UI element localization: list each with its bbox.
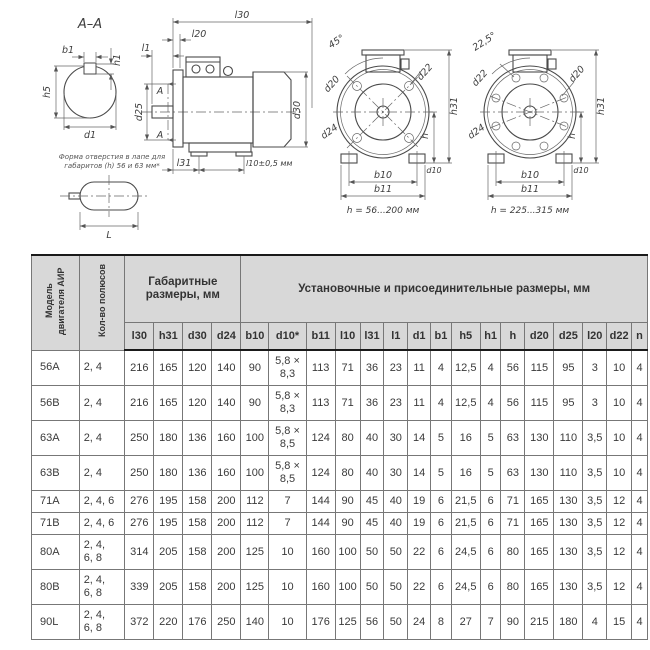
dim-cell-l1: 30	[384, 456, 408, 491]
dim-header-d24: d24	[212, 323, 241, 351]
dim-header-b10: b10	[241, 323, 269, 351]
dim-cell-d20: 130	[525, 456, 554, 491]
dim-cell-d30: 136	[183, 421, 212, 456]
dim-header-n: n	[632, 323, 648, 351]
dim-header-l1: l1	[384, 323, 408, 351]
dim-cell-d25: 130	[554, 535, 583, 570]
dim-cell-l10: 90	[335, 491, 360, 513]
dim-cell-l30: 339	[125, 570, 154, 605]
foot-note-line1: Форма отверстия в лапе для	[58, 153, 166, 161]
dim-cell-d1: 11	[408, 386, 431, 421]
dim-header-row	[32, 323, 648, 351]
dim-cell-b11: 113	[306, 350, 335, 386]
poles-cell: 2, 4, 6	[79, 491, 125, 513]
label-h31-v2: h31	[596, 96, 607, 116]
dim-cell-l31: 36	[360, 386, 384, 421]
group-header-mounting: Установочные и присоединительные размеры, мм	[241, 255, 648, 323]
table-row-71A	[32, 491, 648, 513]
dim-cell-l10: 125	[335, 605, 360, 640]
dim-cell-b1: 5	[431, 421, 452, 456]
shaft-section-view	[42, 17, 123, 141]
dim-cell-d25: 130	[554, 570, 583, 605]
caption-large-frames: h = 225...315 мм	[490, 206, 570, 216]
dim-cell-n: 4	[632, 456, 648, 491]
dim-cell-l31: 40	[360, 421, 384, 456]
model-cell: 63A	[32, 421, 80, 456]
poles-cell: 2, 4	[79, 386, 125, 421]
dim-cell-b10: 125	[241, 535, 269, 570]
dim-cell-b10: 100	[241, 421, 269, 456]
dim-cell-d24: 160	[212, 456, 241, 491]
dim-cell-b1: 4	[431, 386, 452, 421]
dim-cell-l31: 40	[360, 456, 384, 491]
table-row-80A	[32, 535, 648, 570]
label-h-v1: h	[420, 132, 431, 140]
label-d10-v1: d10	[426, 166, 442, 175]
dim-cell-b11: 124	[306, 456, 335, 491]
dim-header-l20: l20	[583, 323, 607, 351]
dim-cell-h5: 12,5	[451, 386, 480, 421]
dim-cell-d25: 130	[554, 513, 583, 535]
dim-cell-b11: 144	[306, 491, 335, 513]
table-row-71B	[32, 513, 648, 535]
label-l1: l1	[141, 43, 151, 54]
dim-header-b11: b11	[306, 323, 335, 351]
label-d20-v2: d20	[566, 63, 588, 85]
dim-header-d30: d30	[183, 323, 212, 351]
dim-cell-l10: 90	[335, 513, 360, 535]
dim-cell-d1: 24	[408, 605, 431, 640]
dim-cell-h31: 180	[154, 456, 183, 491]
table-row-63A	[32, 421, 648, 456]
label-d10-v2: d10	[573, 166, 589, 175]
dim-cell-h5: 24,5	[451, 570, 480, 605]
dim-header-d22: d22	[607, 323, 632, 351]
dim-cell-l20: 3,5	[583, 456, 607, 491]
dim-cell-n: 4	[632, 570, 648, 605]
dim-cell-d30: 136	[183, 456, 212, 491]
dim-cell-d1: 22	[408, 535, 431, 570]
dim-cell-l10: 71	[335, 386, 360, 421]
dim-cell-h1: 6	[480, 570, 501, 605]
dim-cell-d20: 115	[525, 386, 554, 421]
dim-cell-l20: 3,5	[583, 513, 607, 535]
label-h-v2: h	[567, 132, 578, 140]
dim-cell-d10: 5,8 × 8,3	[269, 350, 306, 386]
dim-cell-b10: 140	[241, 605, 269, 640]
dim-cell-l31: 56	[360, 605, 384, 640]
dim-cell-d10: 10	[269, 605, 306, 640]
dim-cell-d24: 140	[212, 350, 241, 386]
label-b11-v2: b11	[520, 184, 540, 195]
dim-cell-d10: 10	[269, 535, 306, 570]
dim-cell-d24: 200	[212, 491, 241, 513]
dim-header-l31: l31	[360, 323, 384, 351]
poles-cell: 2, 4	[79, 421, 125, 456]
model-cell: 63B	[32, 456, 80, 491]
dim-cell-l31: 50	[360, 570, 384, 605]
dim-header-b1: b1	[431, 323, 452, 351]
col-header-poles	[79, 255, 125, 350]
dim-cell-l1: 40	[384, 513, 408, 535]
dim-cell-l30: 250	[125, 456, 154, 491]
dim-cell-b10: 90	[241, 386, 269, 421]
dim-cell-l20: 3,5	[583, 535, 607, 570]
dim-cell-h1: 6	[480, 513, 501, 535]
dim-cell-b1: 6	[431, 491, 452, 513]
dim-header-l10: l10	[335, 323, 360, 351]
model-cell: 71A	[32, 491, 80, 513]
dim-cell-d22: 12	[607, 535, 632, 570]
dim-cell-d20: 215	[525, 605, 554, 640]
dim-cell-n: 4	[632, 386, 648, 421]
label-d25: d25	[134, 102, 145, 122]
dim-cell-d30: 176	[183, 605, 212, 640]
dim-cell-d24: 160	[212, 421, 241, 456]
label-l10: l10±0,5 мм	[246, 159, 293, 168]
dim-cell-l30: 372	[125, 605, 154, 640]
dim-cell-b10: 100	[241, 456, 269, 491]
dim-cell-h1: 4	[480, 386, 501, 421]
dim-cell-h1: 7	[480, 605, 501, 640]
poles-cell: 2, 4, 6, 8	[79, 605, 125, 640]
dim-cell-b10: 90	[241, 350, 269, 386]
dim-header-d1: d1	[408, 323, 431, 351]
poles-cell: 2, 4	[79, 350, 125, 386]
dim-cell-d1: 14	[408, 456, 431, 491]
dim-cell-l30: 250	[125, 421, 154, 456]
dim-cell-n: 4	[632, 421, 648, 456]
dim-cell-l30: 276	[125, 491, 154, 513]
label-h1: h1	[112, 53, 123, 67]
dim-cell-d20: 165	[525, 535, 554, 570]
label-b10-v1: b10	[373, 170, 393, 181]
label-section-a-top: А	[156, 86, 164, 97]
label-l31: l31	[176, 158, 192, 169]
dim-cell-l1: 50	[384, 535, 408, 570]
dim-cell-l31: 36	[360, 350, 384, 386]
dim-cell-h: 80	[501, 535, 525, 570]
dim-cell-d10: 5,8 × 8,3	[269, 386, 306, 421]
dim-cell-d30: 158	[183, 513, 212, 535]
dim-cell-l1: 50	[384, 570, 408, 605]
dim-cell-b11: 160	[306, 535, 335, 570]
section-title: А–А	[77, 17, 103, 32]
dim-cell-d30: 158	[183, 570, 212, 605]
dim-cell-h1: 6	[480, 535, 501, 570]
dim-cell-b10: 125	[241, 570, 269, 605]
group-header-overall: Габаритные размеры, мм	[125, 255, 241, 323]
dim-cell-h5: 21,5	[451, 491, 480, 513]
dim-cell-b11: 113	[306, 386, 335, 421]
dim-cell-l30: 216	[125, 350, 154, 386]
dim-cell-d20: 165	[525, 491, 554, 513]
label-d22-v2: d22	[469, 67, 491, 89]
label-d20-v1: d20	[321, 73, 343, 95]
dim-cell-l10: 71	[335, 350, 360, 386]
dim-cell-l10: 80	[335, 421, 360, 456]
dim-cell-d10: 10	[269, 570, 306, 605]
label-b10-v2: b10	[520, 170, 540, 181]
dim-cell-l30: 216	[125, 386, 154, 421]
dim-cell-d1: 11	[408, 350, 431, 386]
dim-cell-l1: 40	[384, 491, 408, 513]
dimensions-table	[31, 254, 648, 640]
dim-cell-l10: 100	[335, 570, 360, 605]
model-cell: 80B	[32, 570, 80, 605]
dim-header-d10: d10*	[269, 323, 306, 351]
dim-cell-d25: 110	[554, 456, 583, 491]
dim-cell-b1: 6	[431, 535, 452, 570]
dim-cell-d30: 120	[183, 350, 212, 386]
dim-cell-l31: 45	[360, 513, 384, 535]
dim-cell-d24: 250	[212, 605, 241, 640]
dim-cell-h: 63	[501, 456, 525, 491]
dim-cell-d25: 130	[554, 491, 583, 513]
dim-cell-l1: 23	[384, 350, 408, 386]
label-b1: b1	[61, 45, 75, 56]
dim-cell-l10: 100	[335, 535, 360, 570]
model-cell: 90L	[32, 605, 80, 640]
dim-cell-d22: 10	[607, 350, 632, 386]
dim-cell-d10: 7	[269, 491, 306, 513]
poles-cell: 2, 4, 6	[79, 513, 125, 535]
label-h5: h5	[42, 85, 53, 99]
col-header-model	[32, 255, 80, 350]
dim-cell-n: 4	[632, 513, 648, 535]
label-L: L	[106, 230, 112, 241]
dim-cell-h: 90	[501, 605, 525, 640]
dim-cell-h31: 205	[154, 535, 183, 570]
dim-cell-d10: 5,8 × 8,5	[269, 421, 306, 456]
dim-cell-d22: 10	[607, 386, 632, 421]
dim-cell-d20: 115	[525, 350, 554, 386]
dim-cell-h: 63	[501, 421, 525, 456]
dim-cell-h: 71	[501, 491, 525, 513]
dim-cell-d22: 12	[607, 491, 632, 513]
dim-cell-l10: 80	[335, 456, 360, 491]
dim-cell-h31: 180	[154, 421, 183, 456]
label-d1: d1	[83, 130, 97, 141]
front-view-small-frames	[319, 33, 460, 216]
dim-header-h31: h31	[154, 323, 183, 351]
model-cell: 71B	[32, 513, 80, 535]
dim-cell-d25: 180	[554, 605, 583, 640]
dim-header-d20: d20	[525, 323, 554, 351]
dim-cell-h31: 195	[154, 491, 183, 513]
dim-cell-l1: 50	[384, 605, 408, 640]
dim-cell-l31: 45	[360, 491, 384, 513]
dim-cell-n: 4	[632, 605, 648, 640]
dim-cell-d20: 165	[525, 513, 554, 535]
table-row-90L	[32, 605, 648, 640]
dim-cell-d24: 200	[212, 513, 241, 535]
dim-cell-d30: 120	[183, 386, 212, 421]
dim-cell-d30: 158	[183, 535, 212, 570]
dim-header-h1: h1	[480, 323, 501, 351]
dim-cell-b11: 144	[306, 513, 335, 535]
dim-cell-d1: 19	[408, 513, 431, 535]
table-row-56B	[32, 386, 648, 421]
dim-cell-h31: 195	[154, 513, 183, 535]
dim-cell-d20: 130	[525, 421, 554, 456]
col-header-model-text: Модель двигателя АИР	[44, 267, 67, 335]
model-cell: 56B	[32, 386, 80, 421]
label-section-a-bottom: А	[156, 130, 164, 141]
dim-cell-h31: 165	[154, 350, 183, 386]
dim-cell-h31: 205	[154, 570, 183, 605]
dim-cell-l31: 50	[360, 535, 384, 570]
dim-cell-h: 56	[501, 350, 525, 386]
technical-drawing	[0, 0, 650, 252]
front-view-large-frames	[466, 30, 607, 216]
label-l30: l30	[234, 10, 250, 21]
dim-cell-h5: 16	[451, 456, 480, 491]
dim-cell-d25: 110	[554, 421, 583, 456]
dim-cell-h1: 5	[480, 421, 501, 456]
dim-cell-d24: 200	[212, 570, 241, 605]
table-row-80B	[32, 570, 648, 605]
dim-cell-n: 4	[632, 535, 648, 570]
label-d22-v1: d22	[414, 61, 436, 83]
poles-cell: 2, 4, 6, 8	[79, 570, 125, 605]
dim-cell-d24: 140	[212, 386, 241, 421]
label-l20: l20	[191, 29, 207, 40]
table-row-63B	[32, 456, 648, 491]
dim-cell-h1: 4	[480, 350, 501, 386]
dim-cell-h5: 12,5	[451, 350, 480, 386]
dim-cell-l20: 3,5	[583, 491, 607, 513]
dim-cell-d22: 12	[607, 513, 632, 535]
table-row-56A	[32, 350, 648, 386]
dim-cell-l20: 3	[583, 386, 607, 421]
dim-cell-l20: 3,5	[583, 421, 607, 456]
label-b11-v1: b11	[373, 184, 393, 195]
label-d30: d30	[292, 100, 303, 120]
dim-cell-d20: 165	[525, 570, 554, 605]
dimensions-table-wrap	[31, 254, 650, 640]
motor-side-view	[134, 10, 312, 174]
dim-cell-h: 80	[501, 570, 525, 605]
table-body	[32, 350, 648, 640]
dim-cell-d22: 10	[607, 421, 632, 456]
dim-cell-d22: 12	[607, 570, 632, 605]
dim-cell-b1: 6	[431, 570, 452, 605]
dim-cell-l1: 30	[384, 421, 408, 456]
poles-cell: 2, 4	[79, 456, 125, 491]
dim-cell-n: 4	[632, 491, 648, 513]
dim-cell-b10: 112	[241, 513, 269, 535]
dim-cell-h1: 5	[480, 456, 501, 491]
dim-header-h5: h5	[451, 323, 480, 351]
dim-cell-n: 4	[632, 350, 648, 386]
dim-cell-h: 56	[501, 386, 525, 421]
dim-cell-d25: 95	[554, 386, 583, 421]
dim-cell-h31: 220	[154, 605, 183, 640]
dim-cell-d30: 158	[183, 491, 212, 513]
dim-cell-h1: 6	[480, 491, 501, 513]
dim-cell-h: 71	[501, 513, 525, 535]
dim-cell-d1: 19	[408, 491, 431, 513]
dim-cell-b1: 4	[431, 350, 452, 386]
dim-cell-b10: 112	[241, 491, 269, 513]
model-cell: 56A	[32, 350, 80, 386]
caption-small-frames: h = 56...200 мм	[346, 206, 420, 216]
dim-cell-b11: 160	[306, 570, 335, 605]
dim-cell-h5: 27	[451, 605, 480, 640]
dim-cell-l30: 314	[125, 535, 154, 570]
dim-cell-d10: 7	[269, 513, 306, 535]
dim-cell-l30: 276	[125, 513, 154, 535]
label-d24-v2: d24	[465, 122, 488, 142]
dim-cell-d22: 10	[607, 456, 632, 491]
dim-cell-h5: 21,5	[451, 513, 480, 535]
dim-cell-b11: 124	[306, 421, 335, 456]
foot-slot-view	[59, 153, 165, 241]
dim-cell-h5: 16	[451, 421, 480, 456]
dim-cell-b1: 8	[431, 605, 452, 640]
dim-header-l30: l30	[125, 323, 154, 351]
dim-cell-l20: 3	[583, 350, 607, 386]
dim-header-d25: d25	[554, 323, 583, 351]
dim-header-h: h	[501, 323, 525, 351]
dim-cell-b1: 5	[431, 456, 452, 491]
poles-cell: 2, 4, 6, 8	[79, 535, 125, 570]
dim-cell-d1: 14	[408, 421, 431, 456]
dim-cell-h31: 165	[154, 386, 183, 421]
dim-cell-d10: 5,8 × 8,5	[269, 456, 306, 491]
dim-cell-d25: 95	[554, 350, 583, 386]
dim-cell-d22: 15	[607, 605, 632, 640]
model-cell: 80A	[32, 535, 80, 570]
label-angle-225: 22,5°	[470, 30, 499, 54]
dim-cell-l20: 3,5	[583, 570, 607, 605]
label-angle-45: 45°	[326, 32, 347, 52]
dim-cell-b11: 176	[306, 605, 335, 640]
foot-note-line2: габаритов (h) 56 и 63 мм*	[64, 162, 160, 170]
dim-cell-b1: 6	[431, 513, 452, 535]
dim-cell-d1: 22	[408, 570, 431, 605]
dim-cell-h5: 24,5	[451, 535, 480, 570]
col-header-poles-text: Кол-во полюсов	[96, 264, 107, 338]
label-d24-v1: d24	[318, 122, 341, 142]
dim-cell-d24: 200	[212, 535, 241, 570]
dim-cell-l20: 4	[583, 605, 607, 640]
dim-cell-l1: 23	[384, 386, 408, 421]
label-h31-v1: h31	[449, 96, 460, 116]
